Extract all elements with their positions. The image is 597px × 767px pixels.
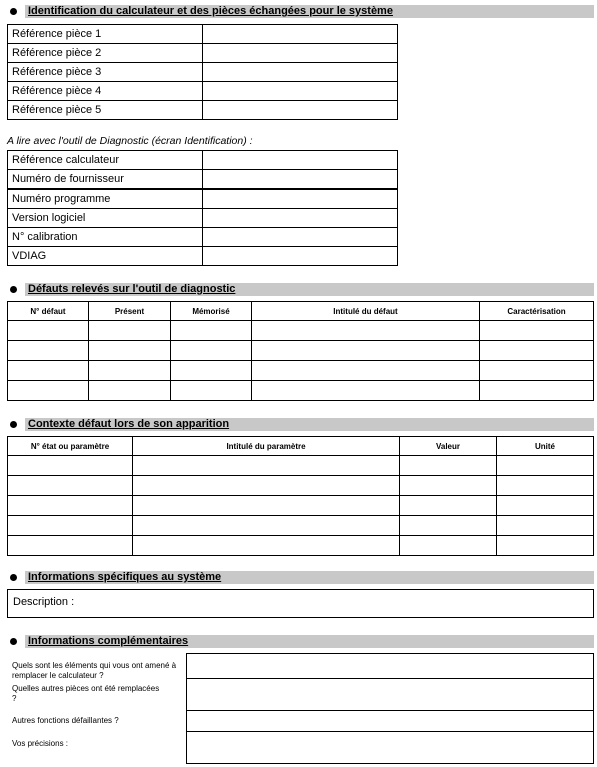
table-row (8, 82, 398, 101)
column-header: Mémorisé (171, 302, 252, 321)
table-row (8, 209, 398, 228)
row-label: N° calibration (8, 228, 203, 247)
table-row (8, 321, 594, 341)
row-label: VDIAG (8, 247, 203, 266)
section-title: Informations spécifiques au système (28, 571, 222, 583)
table-row (8, 151, 398, 170)
value-cell[interactable] (203, 82, 398, 101)
value-cell[interactable] (203, 44, 398, 63)
bullet-icon (10, 638, 17, 645)
section-title: Informations complémentaires (28, 635, 189, 647)
description-field[interactable] (7, 589, 594, 618)
bullet-icon (10, 8, 17, 15)
column-header: Intitulé du paramètre (133, 437, 400, 456)
value-cell[interactable] (203, 189, 398, 209)
bullet-icon (10, 421, 17, 428)
table-row (8, 456, 594, 476)
answer-box-4[interactable] (186, 731, 594, 764)
value-cell[interactable] (203, 170, 398, 190)
section-header-informations-specifiques (25, 571, 594, 584)
bullet-icon (10, 574, 17, 581)
column-header: N° état ou paramètre (8, 437, 133, 456)
section-header-contexte (25, 418, 594, 431)
table-row (8, 189, 398, 209)
diag-note: A lire avec l'outil de Diagnostic (écran Identification) : (7, 135, 253, 147)
value-cell[interactable] (203, 209, 398, 228)
table-row (8, 536, 594, 556)
column-header: Caractérisation (480, 302, 594, 321)
value-cell[interactable] (203, 101, 398, 120)
description-label: Description : (13, 596, 75, 608)
value-cell[interactable] (203, 25, 398, 44)
question-label: Quels sont les éléments qui vous ont amené à remplacer le calculateur ? (12, 661, 177, 680)
table-row (8, 101, 398, 120)
answer-box-3[interactable] (186, 710, 594, 732)
diag-table (7, 150, 398, 266)
table-row (8, 170, 398, 190)
table-row (8, 63, 398, 82)
faults-table (7, 301, 594, 401)
table-row (8, 496, 594, 516)
value-cell[interactable] (203, 151, 398, 170)
row-label: Version logiciel (8, 209, 203, 228)
question-label: Autres fonctions défaillantes ? (12, 716, 119, 725)
parts-table (7, 24, 398, 120)
bullet-icon (10, 286, 17, 293)
table-row (8, 381, 594, 401)
question-label: Quelles autres pièces ont été remplacées ? (12, 684, 160, 703)
section-header-identification (25, 5, 594, 18)
section-title: Identification du calculateur et des pièces échangées pour le système (28, 5, 393, 17)
value-cell[interactable] (203, 247, 398, 266)
section-title: Défauts relevés sur l'outil de diagnostic (28, 283, 236, 295)
row-label: Référence calculateur (8, 151, 203, 170)
table-row (8, 476, 594, 496)
section-title: Contexte défaut lors de son apparition (28, 418, 230, 430)
table-row (8, 361, 594, 381)
table-row (8, 228, 398, 247)
table-header-row (8, 437, 594, 456)
column-header: Valeur (400, 437, 497, 456)
context-table (7, 436, 594, 556)
section-header-informations-complementaires (25, 635, 594, 648)
row-label: Référence pièce 2 (8, 44, 203, 63)
answer-box-1[interactable] (186, 653, 594, 679)
table-header-row (8, 302, 594, 321)
column-header: N° défaut (8, 302, 89, 321)
table-row (8, 25, 398, 44)
row-label: Numéro de fournisseur (8, 170, 203, 190)
row-label: Référence pièce 1 (8, 25, 203, 44)
section-header-defauts (25, 283, 594, 296)
question-label: Vos précisions : (12, 739, 69, 748)
column-header: Intitulé du défaut (252, 302, 480, 321)
column-header: Unité (497, 437, 594, 456)
answer-box-2[interactable] (186, 678, 594, 711)
value-cell[interactable] (203, 63, 398, 82)
column-header: Présent (89, 302, 171, 321)
table-row (8, 341, 594, 361)
table-row (8, 44, 398, 63)
row-label: Référence pièce 3 (8, 63, 203, 82)
row-label: Référence pièce 4 (8, 82, 203, 101)
value-cell[interactable] (203, 228, 398, 247)
table-row (8, 247, 398, 266)
table-row (8, 516, 594, 536)
row-label: Référence pièce 5 (8, 101, 203, 120)
row-label: Numéro programme (8, 189, 203, 209)
